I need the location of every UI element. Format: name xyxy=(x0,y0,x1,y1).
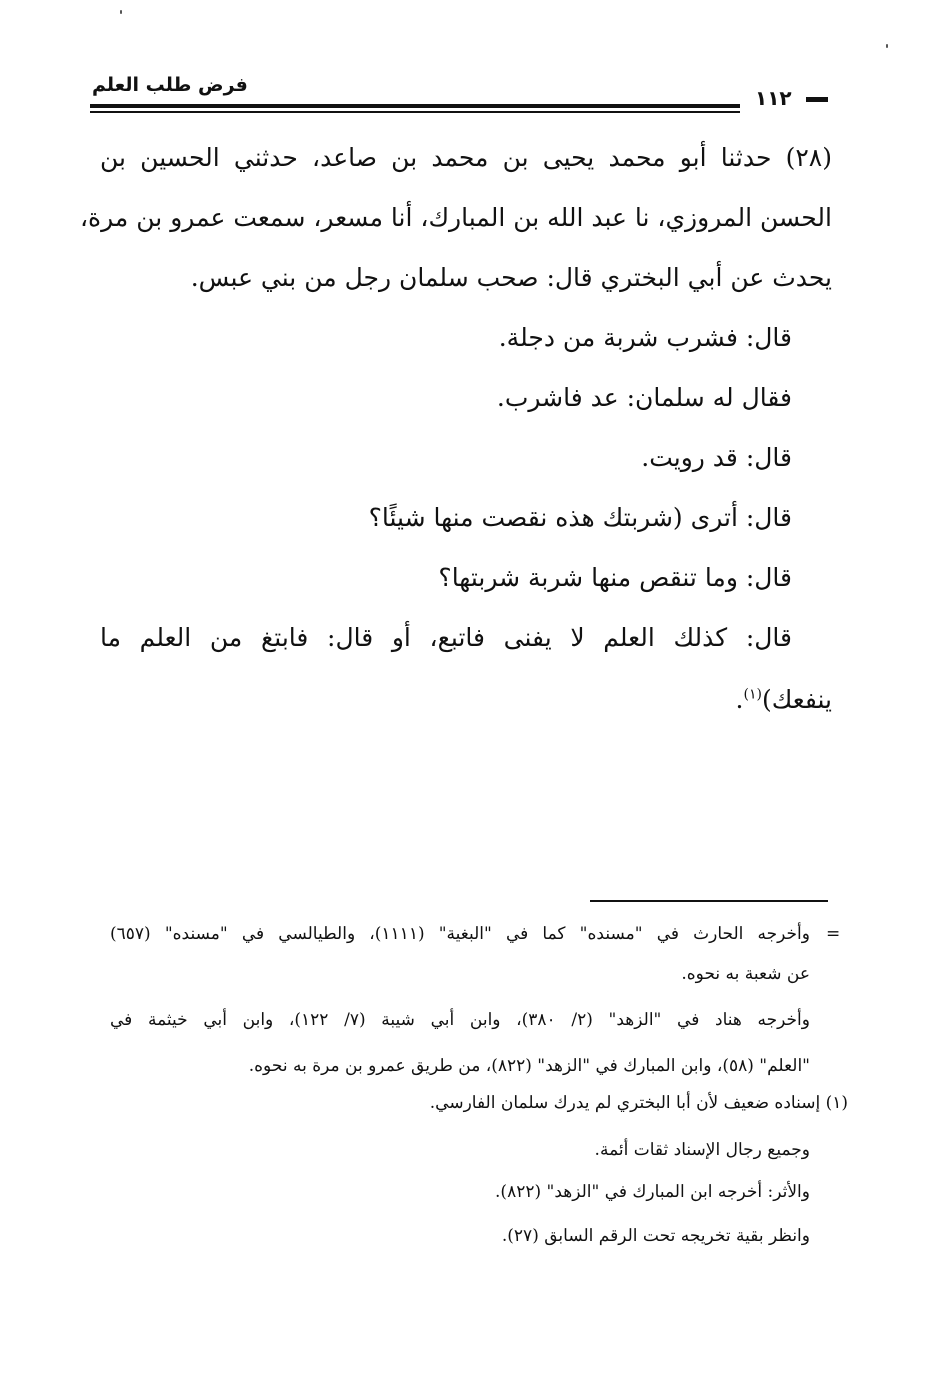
body-line-10-text: ينفعك) xyxy=(761,685,832,714)
scan-speck xyxy=(886,44,888,48)
final-period: . xyxy=(735,685,744,714)
footnote-line-3: وأخرجه هناد في "الزهد" (٢/ ٣٨٠)، وابن أبي شيبة (٧/ ١٢٢)، وابن أبي خيثمة في xyxy=(110,1010,810,1030)
body-line-4: قال: فشرب شربة من دجلة. xyxy=(498,323,792,352)
header-rule-thick xyxy=(90,104,740,108)
body-line-10 xyxy=(100,685,832,714)
footnote-line-2: عن شعبة به نحوه. xyxy=(681,964,810,984)
header-dash xyxy=(806,97,828,102)
body-line-5: فقال له سلمان: عد فاشرب. xyxy=(496,383,792,412)
footnote-reference: (١) xyxy=(743,686,762,703)
running-header-title: فرض طلب العلم xyxy=(92,74,248,96)
footnote-line-5: (١) إسناده ضعيف لأن أبا البختري لم يدرك سلمان الفارسي. xyxy=(429,1093,848,1113)
body-line-6: قال: قد رويت. xyxy=(641,443,792,472)
body-line-1: (٢٨) حدثنا أبو محمد يحيى بن محمد بن صاعد، حدثني الحسين بن xyxy=(100,143,832,172)
body-line-9: قال: كذلك العلم لا يفنى فاتبع، أو قال: فابتغ من العلم ما xyxy=(100,623,792,652)
body-line-3: يحدث عن أبي البختري قال: صحب سلمان رجل من بني عبس. xyxy=(190,263,832,292)
body-line-7: قال: أترى (شربتك هذه نقصت منها شيئًا؟ xyxy=(368,503,792,532)
page-number: ١١٢ xyxy=(755,86,792,110)
footnote-line-1: وأخرجه الحارث في "مسنده" كما في "البغية" (١١١١)، والطيالسي في "مسنده" (٦٥٧) xyxy=(110,924,810,944)
footnote-line-7: والأثر: أخرجه ابن المبارك في "الزهد" (٨٢٢). xyxy=(495,1182,810,1202)
footnote-line-4: "العلم" (٥٨)، وابن المبارك في "الزهد" (٨٢٢)، من طريق عمرو بن مرة به نحوه. xyxy=(248,1056,810,1076)
footnote-separator xyxy=(590,900,828,902)
scan-speck xyxy=(120,10,122,14)
footnote-line-8: وانظر بقية تخريجه تحت الرقم السابق (٢٧). xyxy=(501,1226,810,1246)
header-rule-thin xyxy=(90,111,740,113)
footnote-line-6: وجميع رجال الإسناد ثقات أئمة. xyxy=(594,1140,810,1160)
body-line-8: قال: وما تنقص منها شربة شربتها؟ xyxy=(438,563,792,592)
body-line-2: الحسن المروزي، نا عبد الله بن المبارك، أنا مسعر، سمعت عمرو بن مرة، xyxy=(79,203,832,232)
continuation-mark: = xyxy=(826,924,841,944)
